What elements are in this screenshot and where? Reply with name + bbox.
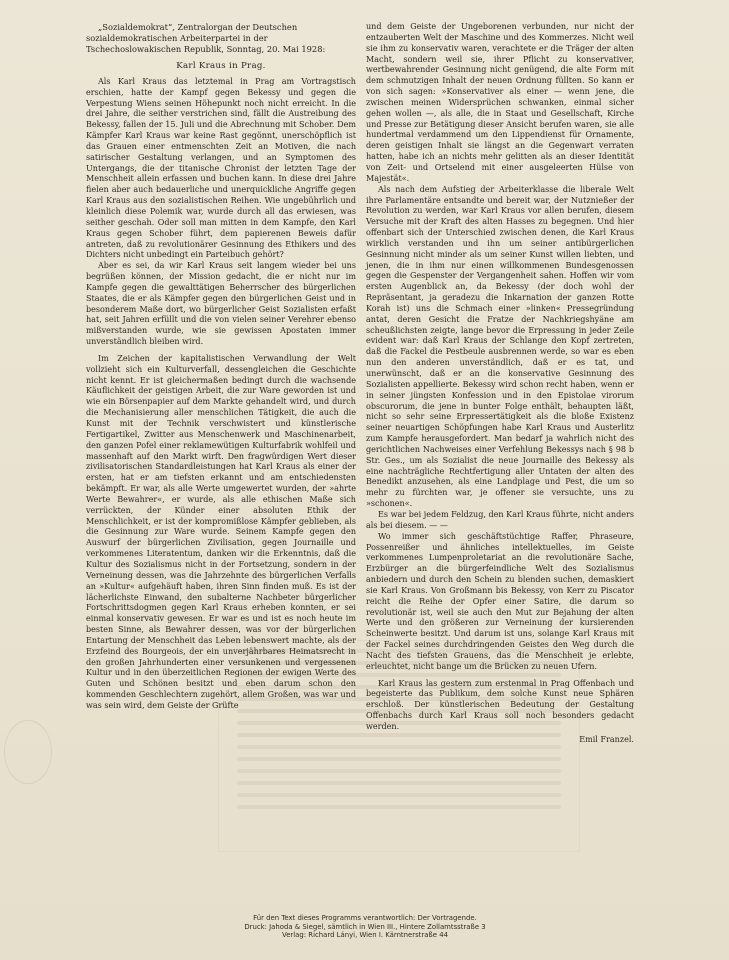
footer-printer-line: Druck: Jahoda & Siegel, sämtlich in Wien III., Hintere Zollamtsstraße 3 (244, 922, 486, 931)
paragraph: Im Zeichen der kapitalistischen Verwandlung der Welt vollzieht sich ein Kulturverfall, dessengleichen die Geschichte nicht kennt. Er ist gleichermaßen bedingt durch die wachsende Käuflichkeit der geistigen Arbeit, die zur Ware geworden ist und wie ein Börsenpapier auf dem Markte gehandelt wird, und durch die Mechanisierung aller menschlichen Tätigkeit, die auch die Kunst mit der Technik verschwistert und künstlerische Fertigartikel, Zwitter aus Menschenwerk und Maschinenarbeit, den ganzen Pofel einer reklamewütigen Kulturfabrik wohlfeil und massenhaft auf den Markt wirft. Den fragwürdigen Wert dieser zivilisatorischen Standardleistungen hat Karl Kraus als einer der ersten, hat er am tiefsten erkannt und am entschiedensten bekämpft. Er war, als alle Werte umgewertet wurden, der »ahrte Werte Bewahrer«, er wurde, als alle ethischen Maße sich verrückten, der Künder einer absoluten Ethik der Menschlichkeit, er ist der kompromißlose Kämpfer geblieben, als die Gesinnung zur Ware wurde. Seinem Kampfe gegen den Auswurf der bürgerlichen Zivilisation, gegen Journaille und verkommenes Literatentum, danken wir die Erkenntnis, daß die Kultur des Sozialismus nicht in der Fortsetzung, sondern in der Verneinung dessen, was die Jahrzehnte des bürgerlichen Verfalls an »Kultur« aufgehäuft haben, ihren Sinn finden muß. Es ist der lächerlichste Einwand, den subalterne Nachbeter bürgerlicher Fortschrittsdogmen gegen Karl Kraus erheben konnten, er sei einmal konservativ gewesen. Er war es und ist es noch heute im besten Sinne, als Bewahrer dessen, was vor der bürgerlichen Entartung der Menschheit das Leben lebenswert machte, als der Erzfeind des Bourgeois, der ein unverjährbares Heimatsrecht in den großen Jahrhunderten einer versunkenen und vergessenen Kultur und in den überzeitlichen Regionen der ewigen Werte des Guten und Schönen besitzt und eben darum schon den kommenden Geschlechtern zugehört, allem Großen, was war und was sein wird, dem Geiste der Grüfte (86, 353, 356, 710)
footer-responsible-line: Für den Text dieses Programms verantwortlich: Der Vortragende. (253, 914, 477, 922)
author-signature: Emil Franzel. (579, 734, 634, 744)
faded-stamp (4, 720, 52, 784)
paragraph: Aber es sei, da wir Karl Kraus seit langem wieder bei uns begrüßen können, der Mission gedacht, die er nicht nur im Kampfe gegen die gewalttätigen Beherrscher des bürgerlichen Staates, die er als Kämpfer gegen den bürgerlichen Geist und in besonderem Maße dort, wo bürgerlicher Geist Sozialisten erfaßt hat, seit Jahren erfüllt und die von vielen seiner Verehrer ebenso mißverstanden wurde, wie sie gewissen Apostaten immer unverständlich bleiben wird. (86, 261, 356, 347)
article-title: Karl Kraus in Prag. (176, 61, 266, 71)
paragraph: Karl Kraus las gestern zum erstenmal in Prag Offenbach und begeisterte das Publikum, dem solche Kunst neue Sphären erschloß. Der künstlerischen Bedeutung der Gestaltung Offenbachs durch Karl Kraus soll noch besonders gedacht werden. (366, 678, 634, 731)
paragraph: Es war bei jedem Feldzug, den Karl Kraus führte, nicht anders als bei diesem. — — (366, 509, 634, 530)
paragraph: Als Karl Kraus das letztemal in Prag am Vortragstisch erschien, hatte der Kampf gegen Bekessy und gegen die Verpestung Wiens seinen Höhepunkt noch nicht erreicht. In die drei Jahre, die seither verstrichen sind, fällt die Austreibung des Bekessy, fallen der 15. Juli und die Abrechnung mit Schober. Dem Kämpfer Karl Kraus war keine Rast gegönnt, unerschöpflich ist das Grauen einer entmenschten Zeit an Motiven, die nach satirischer Gestaltung verlangen, und an Symptomen des Untergangs, die der titanische Chronist der letzten Tage der Menschheit allein erfassen und buchen kann. In diese drei Jahre fielen aber auch bedauerliche und unerquickliche Angriffe gegen Karl Kraus aus den sozialistischen Reihen. Wie ungebührlich und kleinlich diese Polemik war, wurde durch all das erwiesen, was seither geschah. Oder soll man mitten in dem Kampfe, den Karl Kraus gegen Schober führt, dem papierenen Beweis dafür antreten, daß zu revolutionärer Gesinnung des Ethikers und des Dichters nicht unbedingt ein Parteibuch gehört? (86, 76, 356, 260)
footer-publisher-line: Verlag: Richard Lányi, Wien I. Kärntnerstraße 44 (282, 931, 448, 940)
paragraph: Wo immer sich geschäftstüchtige Raffer, Phraseure, Possenreißer und ähnliches intellektuelles, im Geiste verkommenes Lumpenproletariat an die revolutionäre Sache, Erzbürger an die bürgerfeindliche Welt des Sozialismus anbiedern und durch den Schein zu blenden suchen, demaskiert sie Karl Kraus. Von Großmann bis Bekessy, von Kerr zu Piscator reicht die Reihe der Opfer einer Satire, die darum so revolutionär ist, weil sie auch den Mut zur Bejahung der alten Werte und den größeren zur Verneinung der kursierenden Scheinwerte besitzt. Und darum ist uns, solange Karl Kraus mit der Fackel seines durchdringenden Geistes den Weg durch die Nacht des tiefsten Grauens, das die Menschheit je erlebte, erleuchtet, nicht bange um die Brücken zu neuen Ufern. (366, 531, 634, 671)
paragraph: Als nach dem Aufstieg der Arbeiterklasse die liberale Welt ihre Parlamentäre entsandte und bereit war, der Nutznießer der Revolution zu werden, war Karl Kraus vor allen berufen, diesem Versuche mit der Kraft des alten Hasses zu begegnen. Und hier offenbart sich der Unterschied zwischen denen, die Karl Kraus wirklich verstanden und ihn um seiner antibürgerlichen Gesinnung nicht minder als um seiner Kunst willen liebten, und jenen, die in ihm nur einen willkommenen Bundesgenossen gegen die Gespenster der Vergangenheit sahen. Hoffen wir vom ersten Augenblick an, da Bekessy (der doch wohl der Repräsentant, ja geradezu die Inkarnation der ganzen Rotte Korah ist) uns die Schmach einer »linken« Pressegründung antat, deren Gesicht die Fratze der Nachkriegshyäne am scheußlichsten zeigte, lange bevor die Erpressung in jeder Zeile evident war: daß Karl Kraus der Schlange den Kopf zertreten, daß die Fackel die Pestbeule ausbrennen werde, so war es eben nun den anderen unverständlich, daß er es tat, und unerwünscht, daß er an die konservative Gesinnung des Sozialisten appellierte. Bekessy wird schon recht haben, wenn er in seiner jüngsten Konfession und in den Epistolae virorum obscurorum, die jene in bunter Folge enthält, behaupten läßt, nicht so sehr seine Erpressertätigkeit als die bloße Existenz seiner neuartigen Schöpfungen habe Karl Kraus und Austerlitz zum Kampfe herausgefordert. Man bedarf ja wahrlich nicht des gerichtlichen Nachweises einer Verfehlung Bekessys nach § 98 b Str. Ges., um als Sozialist die neue Journaille des Bekessy als eine nachträgliche Rechtfertigung aller Untaten der alten des Benedikt anzusehen, als eine Landplage und Pest, die um so mehr zu fürchten war, je offener sie versuchte, uns zu »schonen«. (366, 184, 634, 509)
right-column (366, 22, 634, 746)
imprint-footer (150, 914, 580, 940)
left-column (86, 22, 356, 712)
source-line: „Sozialdemokrat“, Zentralorgan der Deutschen sozialdemokratischen Arbeiterpartei in der Tschechoslowakischen Republik, Sonntag, 20. Mai 1928: (86, 22, 326, 54)
paragraph: und dem Geiste der Ungeborenen verbunden, nur nicht der entzauberten Welt der Maschine und des Kommerzes. Nicht weil sie ihm zu konservativ waren, verachtete er die Träger der alten Macht, sondern weil sie, ihrer Pflicht zu konservativer, wertbewahrender Gesinnung nicht genügend, die alte Form mit dem schmutzigen Inhalt der neuen Ordnung füllten. So kann er von sich sagen: »Konservativer als einer — wenn jene, die zwischen meinen Widersprüchen schwanken, einmal sicher gehen wollen —, als alle, die in Staat und Gesellschaft, Kirche und Presse zur Betätigung dieser Ansicht berufen waren, sie alle hundertmal verdammend um den Lippendienst für Ornamente, deren geistigen Inhalt sie längst an die Gegenwart verraten hatten, habe ich an nichts mehr gelitten als an dieser Identität von Zeit- und Ortselend mit einer ausgeleerten Hülse von Majestät«. (366, 22, 634, 183)
